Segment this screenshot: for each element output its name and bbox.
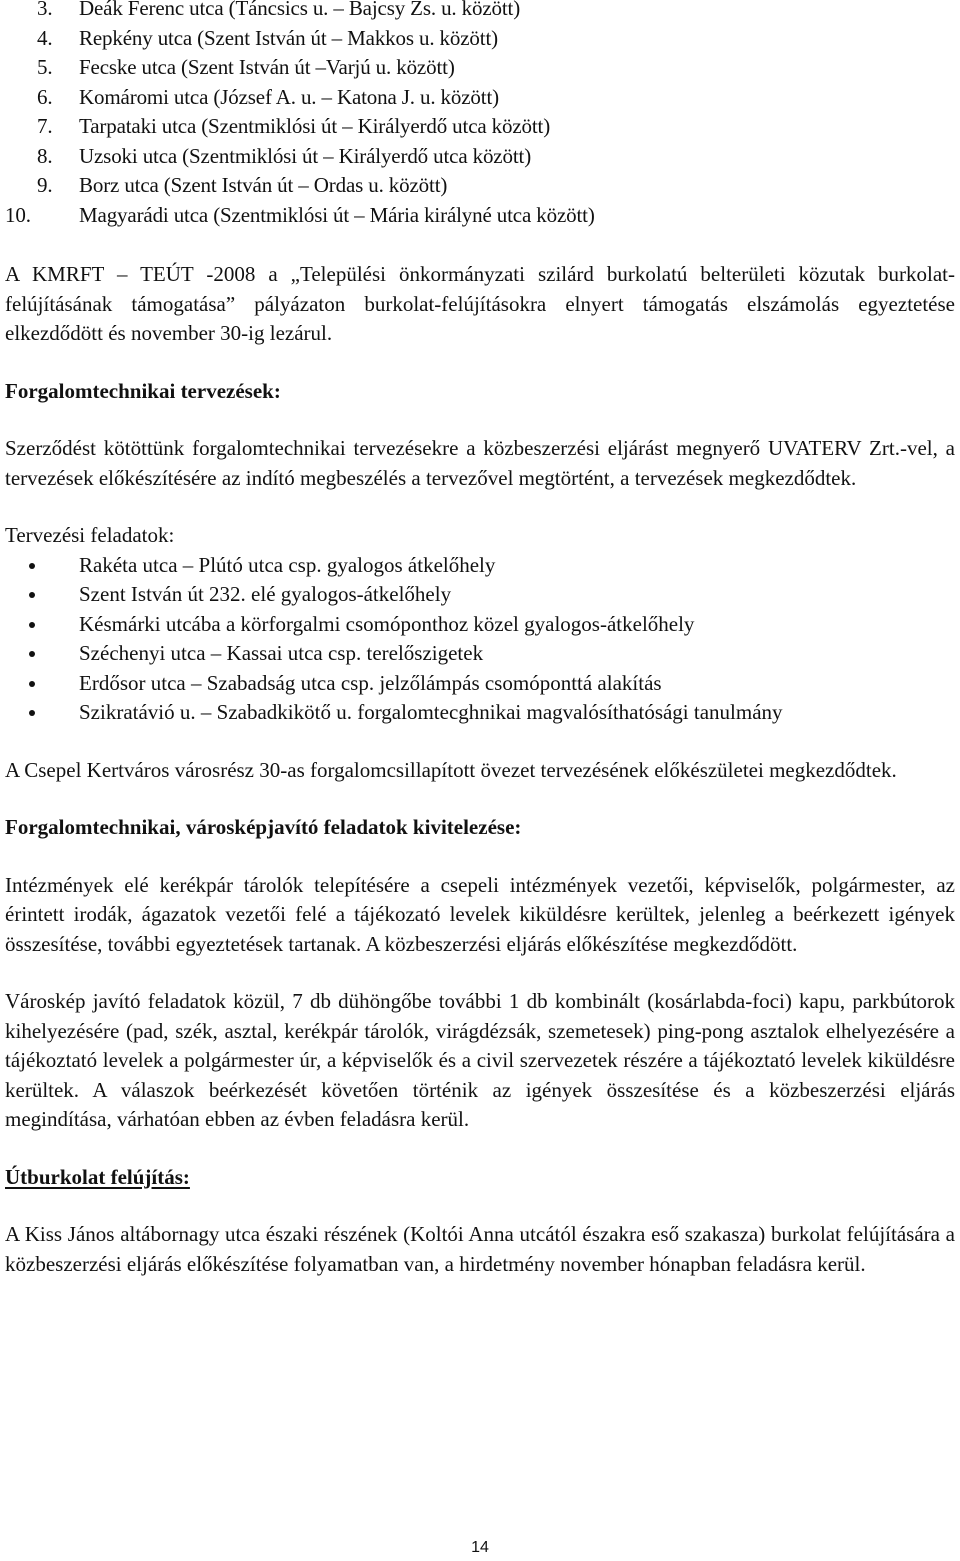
tasks-list — [5, 551, 955, 728]
cityscape-paragraph-1: Intézmények elé kerékpár tárolók telepítésére a csepeli intézmények vezetői, képviselők, polgármester, az érintett irodák, ágazatok vezetői felé a tájékozató levelek kiküldésre kerültek, jelenleg a beérkezett igények összesítése, további egyeztetések tartanak. A közbeszerzési eljárás előkészítése megkezdődött. — [5, 872, 955, 956]
list-text: Repkény utca (Szent István út – Makkos u. között) — [79, 25, 498, 50]
list-number: 7. — [37, 114, 53, 138]
tasks-label: Tervezési feladatok: — [5, 523, 175, 547]
traffic-design-paragraph: Szerződést kötöttünk forgalomtechnikai tervezésekre a közbeszerzési eljárást megnyerő UVATERV Zrt.-vel, a tervezések előkészítésére az indító megbeszélés a tervezővel megtörtént, a tervezések megkezdődtek. — [5, 436, 955, 490]
bullet-icon — [29, 622, 35, 628]
traffic-design-heading: Forgalomtechnikai tervezések: — [5, 378, 281, 403]
bullet-icon — [29, 710, 35, 716]
list-item — [5, 551, 955, 581]
list-item — [5, 698, 955, 728]
list-item — [5, 83, 955, 113]
list-item — [5, 610, 955, 640]
list-item — [5, 580, 955, 610]
list-number: 8. — [37, 143, 53, 168]
list-text: Fecske utca (Szent István út –Varjú u. között) — [79, 55, 455, 79]
list-text: Tarpataki utca (Szentmiklósi út – Királyerdő utca között) — [79, 114, 551, 138]
list-text: Uzsoki utca (Szentmiklósi út – Királyerdő utca között) — [79, 143, 532, 168]
list-item — [5, 24, 955, 54]
list-item — [5, 669, 955, 699]
list-item — [5, 0, 955, 24]
cityscape-paragraph-2: Városkép javító feladatok közül, 7 db dühöngőbe további 1 db kombinált (kosárlabda-foci) kapu, parkbútorok kihelyezésére (pad, szék, asztal, kerékpár tárolók, virágdézsák, szemetesek) ping-pong asztalok elhelyezésére a tájékoztató levelek a polgármester úr, a képviselők és a civil szervezetek részére a tájékoztató levelek kiküldésre kerültek. A válaszok beérkezését követően történik az igények összesítése és a közbeszerzési eljárás megindítása, várhatóan ebben az évben feladásra kerül. — [5, 989, 955, 1131]
bullet-icon — [29, 592, 35, 598]
list-text: Deák Ferenc utca (Táncsics u. – Bajcsy Zs. u. között) — [79, 0, 521, 20]
list-text: Erdősor utca – Szabadság utca csp. jelzőlámpás csomóponttá alakítás — [79, 670, 662, 695]
street-list — [5, 0, 955, 230]
bullet-icon — [29, 651, 35, 657]
document-page — [5, 0, 955, 1279]
bullet-icon — [29, 681, 35, 687]
list-text: Komáromi utca (József A. u. – Katona J. u. között) — [79, 84, 499, 109]
list-number: 9. — [37, 173, 53, 197]
list-number: 10. — [5, 202, 31, 227]
list-item — [5, 171, 955, 201]
list-number: 5. — [37, 55, 53, 79]
list-text: Magyarádi utca (Szentmiklósi út – Mária királyné utca között) — [79, 202, 595, 227]
list-text: Borz utca (Szent István út – Ordas u. között) — [79, 173, 448, 197]
list-number: 4. — [37, 25, 53, 50]
csepel-paragraph: A Csepel Kertváros városrész 30-as forgalomcsillapított övezet tervezésének előkészületei megkezdődtek. — [5, 757, 897, 782]
bullet-icon — [29, 563, 35, 569]
road-renewal-heading: Útburkolat felújítás: — [5, 1164, 190, 1189]
list-text: Szent István út 232. elé gyalogos-átkelőhely — [79, 582, 452, 606]
list-item — [5, 112, 955, 142]
page-number: 14 — [471, 1539, 489, 1556]
cityscape-heading: Forgalomtechnikai, városképjavító feladatok kivitelezése: — [5, 815, 522, 839]
list-text: Késmárki utcába a körforgalmi csomóponthoz közel gyalogos-átkelőhely — [79, 611, 695, 636]
list-item — [5, 639, 955, 669]
list-number: 6. — [37, 84, 53, 109]
list-text: Szikratávió u. – Szabadkikötő u. forgalomtecghnikai magvalósíthatósági tanulmány — [79, 700, 783, 724]
list-item — [5, 142, 955, 172]
list-item — [5, 201, 955, 231]
list-text: Rakéta utca – Plútó utca csp. gyalogos átkelőhely — [79, 552, 496, 577]
kmrft-paragraph: A KMRFT – TEÚT -2008 a „Települési önkormányzati szilárd burkolatú belterületi közutak burkolat-felújításának támogatása” pályázaton burkolat-felújításokra elnyert támogatás elszámolás egyeztetése elkezdődött és november 30-ig lezárul. — [5, 262, 955, 345]
list-item — [5, 53, 955, 83]
list-number: 3. — [37, 0, 53, 20]
road-renewal-paragraph: A Kiss János altábornagy utca északi részének (Koltói Anna utcától északra eső szakasza) burkolat felújítására a közbeszerzési eljárás előkészítése folyamatban van, a hirdetmény november hónapban feladásra kerül. — [5, 1222, 955, 1276]
list-text: Széchenyi utca – Kassai utca csp. terelőszigetek — [79, 641, 484, 665]
